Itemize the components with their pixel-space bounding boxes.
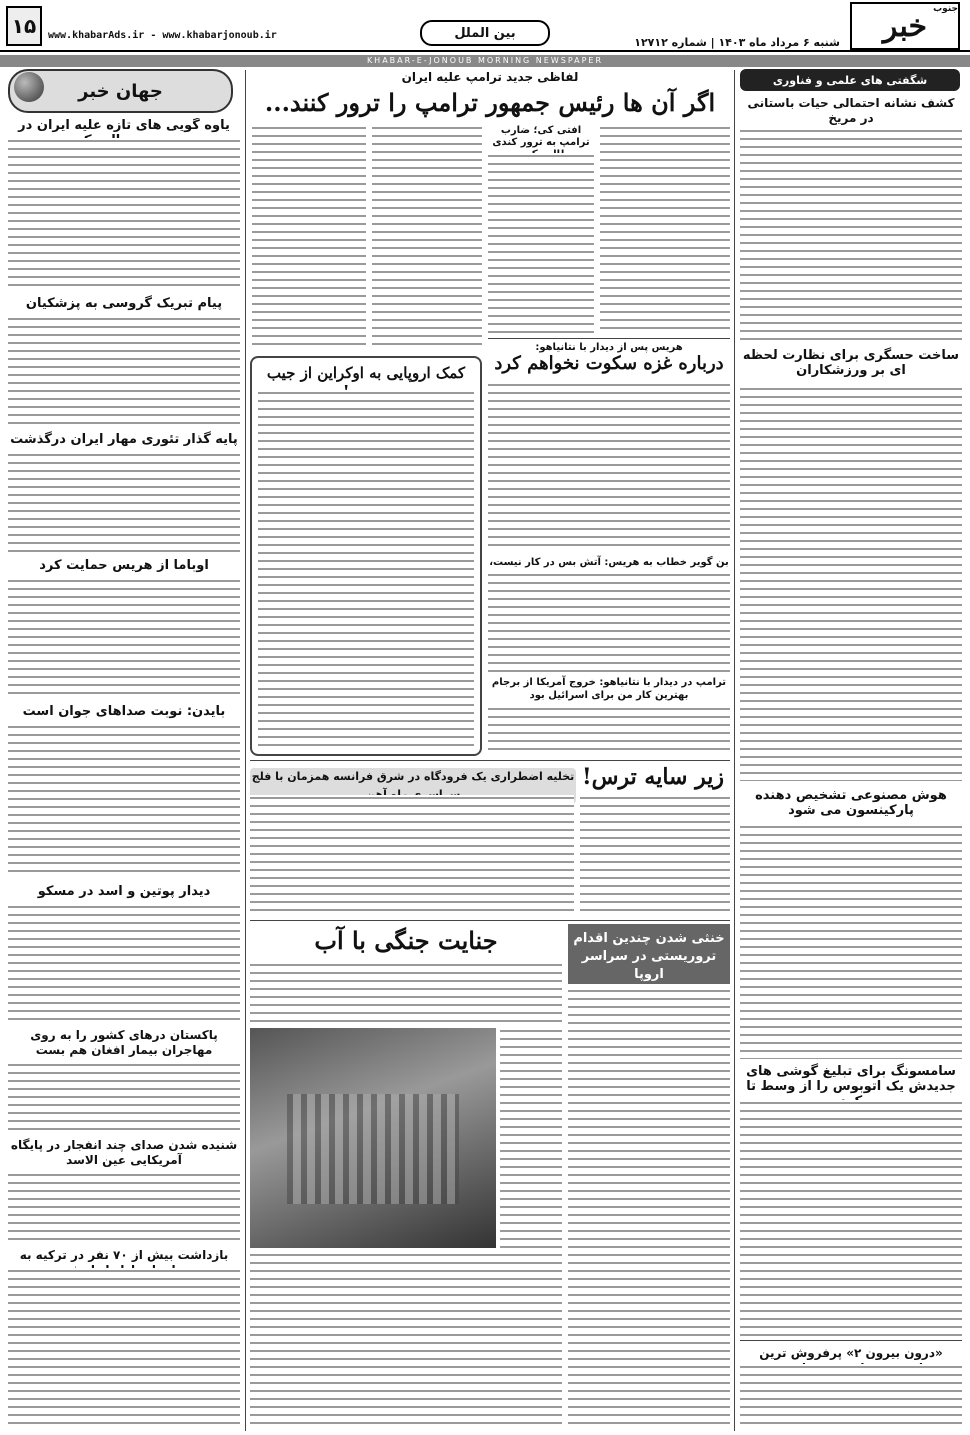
article-body	[8, 316, 240, 426]
english-strip: KHABAR-E-JONOUB MORNING NEWSPAPER	[0, 55, 970, 67]
article-title: سامسونگ برای تبلیغ گوشی های جدیدش یک اتوبوس را از وسط تا	[746, 1064, 956, 1094]
story-column	[488, 125, 594, 335]
article-title: یاوه گویی های تازه علیه ایران در	[18, 118, 230, 133]
article-title: هوش مصنوعی تشخیص دهنده پارکینسون می شود	[755, 788, 947, 818]
water-body	[500, 1028, 562, 1248]
article-title: پایه گذار تئوری مهار ایران درگذشت	[10, 432, 238, 447]
water-body	[250, 1252, 562, 1426]
logo-subtext: جنوب	[933, 4, 958, 14]
article-body	[8, 452, 240, 552]
world-news-label: جهان خبر	[78, 80, 163, 102]
trace-body	[580, 795, 730, 915]
science-section-tab: شگفتی های علمی و فناوری	[740, 69, 960, 91]
divider	[740, 1340, 962, 1341]
europe-box-body	[258, 390, 474, 748]
water-title: جنایت جنگی با آب	[314, 926, 498, 955]
website-urls: www.khabarAds.ir - www.khabarjonoub.ir	[48, 30, 277, 41]
article-body	[8, 904, 240, 1022]
trace-title: زیر سایه ترس!	[581, 764, 725, 790]
gaza-kicker: هریس پس از دیدار با نتانیاهو:	[535, 342, 683, 353]
terror-title: خنثی شدن چندین اقدام تروریستی در سراسر اروپا	[568, 924, 730, 984]
article-body	[740, 386, 962, 781]
article-title: شنیده شدن صدای چند انفجار در پایگاه آمریکایی عین الاسد	[10, 1138, 238, 1167]
story-column	[252, 125, 366, 350]
article-title: دیدار پوتین و اسد در مسکو	[37, 884, 211, 899]
gaza-subhead: بن گویر خطاب به هریس: آتش بس در کار نیست،	[489, 557, 729, 568]
article-title: پاکستان درهای کشور را به روی مهاجران بیمار افغان هم بست	[30, 1028, 218, 1057]
page-number: ۱۵	[6, 6, 42, 46]
dateline: شنبه ۶ مرداد ماه ۱۴۰۳ | شماره ۱۲۷۱۲	[634, 36, 840, 49]
divider	[250, 760, 730, 761]
article-body	[8, 578, 240, 698]
article-title: ساخت حسگری برای نظارت لحظه ای بر ورزشکاران	[742, 348, 960, 378]
science-column	[740, 96, 962, 1426]
water-body	[250, 962, 562, 1024]
refugees-water-photo	[250, 1028, 496, 1248]
column-divider	[734, 70, 735, 1431]
europe-box-title: کمک اروپایی به اوکراین از جیب	[266, 364, 466, 382]
column-divider	[245, 70, 246, 1431]
divider	[250, 920, 730, 921]
article-title: «درون بیرون ۲» پرفروش ترین	[759, 1346, 943, 1360]
logo-text: خبر	[882, 8, 928, 44]
gaza-body	[488, 572, 730, 672]
gaza-body	[488, 382, 730, 552]
article-title: اوباما از هریس حمایت کرد	[39, 558, 209, 573]
article-body	[8, 1062, 240, 1132]
article-body	[740, 1100, 962, 1340]
headline-kicker: لفاظی جدید ترامپ علیه ایران	[401, 70, 579, 84]
section-title: بین الملل	[420, 20, 550, 46]
article-body	[8, 1268, 240, 1426]
gaza-subhead: ترامپ در دیدار با نتانیاهو: خروج آمریکا از برجام بهترین کار من برای اسرائیل بود	[491, 677, 727, 701]
globe-icon	[14, 72, 44, 102]
article-title: پیام تبریک گروسی به پزشکیان	[25, 296, 223, 311]
article-body	[8, 1172, 240, 1242]
terror-body	[568, 988, 730, 1426]
world-news-column	[8, 118, 240, 1426]
article-body	[740, 128, 962, 343]
article-title: بایدن: نوبت صداهای جوان است	[22, 704, 226, 719]
trace-body	[250, 795, 574, 915]
gaza-body	[488, 706, 730, 756]
article-body	[740, 824, 962, 1059]
main-headline: اگر آن ها رئیس جمهور ترامپ را ترور کنند...	[264, 88, 716, 117]
trace-subtitle: تخلیه اضطراری یک فرودگاه در شرق فرانسه همزمان با فلج	[250, 768, 576, 804]
article-title: کشف نشانه احتمالی حیات باستانی در مریخ	[747, 96, 955, 125]
article-body	[8, 724, 240, 878]
divider	[488, 338, 730, 339]
article-body	[740, 1364, 962, 1426]
article-body	[8, 138, 240, 288]
story-column	[600, 125, 730, 335]
story-column	[372, 125, 482, 350]
gaza-title: درباره غزه سکوت نخواهم کرد	[494, 353, 724, 374]
article-title: بازداشت بیش از ۷۰ نفر در ترکیه به	[19, 1248, 229, 1262]
subhead: افتی کی؛ ضارب ترامپ به ترور کندی	[492, 125, 590, 148]
